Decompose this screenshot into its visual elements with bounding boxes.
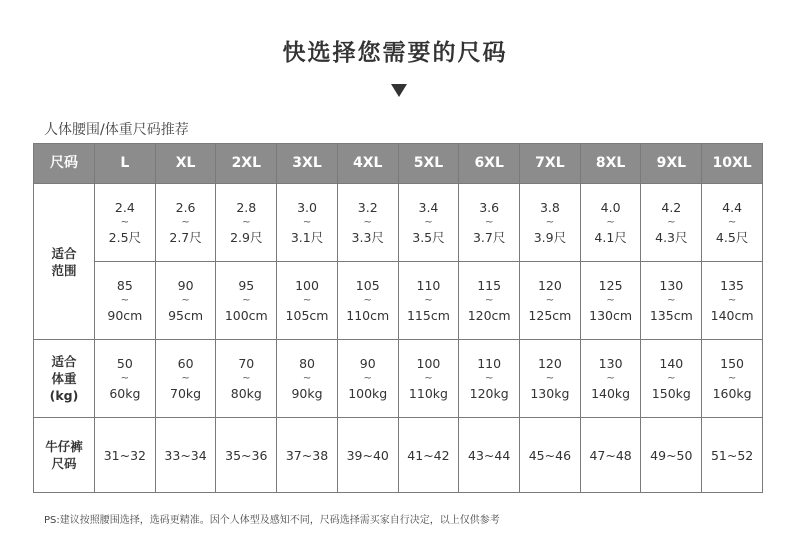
weight-cell-from: 100: [416, 356, 441, 371]
jeans-size-cell: 47~48: [580, 418, 641, 493]
waist-chi-cell: [459, 184, 520, 262]
weight-cell: [95, 340, 156, 418]
tilde-separator: ~: [363, 373, 372, 384]
waist-chi-cell: [520, 184, 581, 262]
weight-cell: [702, 340, 763, 418]
waist-cm-cell-from: 100: [295, 278, 319, 293]
waist-cm-cell-to: 100cm: [224, 308, 268, 323]
waist-cm-cell: [95, 262, 156, 340]
tilde-separator: ~: [363, 295, 372, 306]
waist-chi-cell: [95, 184, 156, 262]
waist-cm-cell: [337, 262, 398, 340]
header-row: [34, 144, 763, 184]
waist-chi-cell-to: 2.5尺: [108, 230, 142, 245]
tilde-separator: ~: [120, 217, 130, 228]
tilde-separator: ~: [181, 217, 190, 228]
waist-chi-cell-to: 3.7尺: [472, 230, 506, 245]
weight-cell-to: 110kg: [408, 386, 448, 401]
tilde-separator: ~: [484, 295, 494, 306]
waist-chi-cell-from: 3.8: [539, 200, 560, 215]
tilde-separator: ~: [727, 217, 737, 228]
jeans-size-cell: 41~42: [398, 418, 459, 493]
jeans-size-cell: 51~52: [702, 418, 763, 493]
jeans-size-cell: 31~32: [95, 418, 156, 493]
waist-cm-cell: [216, 262, 277, 340]
waist-cm-cell-to: 120cm: [467, 308, 511, 323]
weight-cell-to: 120kg: [469, 386, 509, 401]
tilde-separator: ~: [242, 295, 251, 306]
jeans-size-cell: 37~38: [277, 418, 338, 493]
page-title: 快选择您需要的尺码: [282, 40, 508, 66]
waist-chi-cell-from: 2.8: [236, 200, 257, 215]
weight-row: [34, 340, 763, 418]
tilde-separator: ~: [484, 217, 494, 228]
tilde-separator: ~: [242, 373, 251, 384]
waist-chi-cell: [216, 184, 277, 262]
weight-cell: [520, 340, 581, 418]
tilde-separator: ~: [120, 295, 130, 306]
size-header-cell: 9XL: [641, 144, 702, 184]
weight-cell-from: 60: [177, 356, 194, 371]
waist-cm-cell-from: 90: [177, 278, 194, 293]
weight-cell-to: 160kg: [712, 386, 752, 401]
weight-cell-to: 150kg: [651, 386, 691, 401]
waist-cm-cell: [155, 262, 216, 340]
tilde-separator: ~: [242, 217, 251, 228]
waist-chi-cell-from: 3.0: [297, 200, 317, 215]
tilde-separator: ~: [120, 373, 130, 384]
size-header-cell: 3XL: [277, 144, 338, 184]
weight-cell-from: 80: [299, 356, 315, 371]
waist-chi-cell: [155, 184, 216, 262]
tilde-separator: ~: [727, 373, 737, 384]
waist-cm-cell-to: 95cm: [168, 308, 204, 323]
weight-cell-to: 60kg: [109, 386, 141, 401]
weight-cell-to: 90kg: [291, 386, 323, 401]
tilde-separator: ~: [606, 295, 615, 306]
waist-cm-row: [34, 262, 763, 340]
waist-chi-cell-from: 2.4: [114, 200, 135, 215]
waist-chi-cell-from: 3.2: [357, 200, 378, 215]
header-label: 尺码: [34, 144, 95, 184]
weight-cell-to: 70kg: [170, 386, 202, 401]
waist-chi-cell: [337, 184, 398, 262]
table-subtitle: 人体腰围/体重尺码推荐: [44, 122, 189, 138]
waist-cm-cell-from: 110: [416, 278, 441, 293]
waist-cm-cell: [398, 262, 459, 340]
tilde-separator: ~: [545, 373, 555, 384]
tilde-separator: ~: [302, 373, 312, 384]
size-header-cell: 6XL: [459, 144, 520, 184]
jeans-size-cell: 45~46: [520, 418, 581, 493]
tilde-separator: ~: [667, 217, 676, 228]
tilde-separator: ~: [667, 295, 676, 306]
tilde-separator: ~: [545, 295, 555, 306]
waist-cm-cell-from: 115: [477, 278, 502, 293]
tilde-separator: ~: [424, 217, 433, 228]
waist-cm-cell: [580, 262, 641, 340]
jeans-size-cell: 49~50: [641, 418, 702, 493]
tilde-separator: ~: [181, 373, 190, 384]
waist-chi-cell-from: 2.6: [175, 200, 196, 215]
waist-cm-cell-to: 105cm: [285, 308, 329, 323]
size-header-cell: L: [95, 144, 156, 184]
waist-cm-cell-to: 110cm: [346, 308, 390, 323]
waist-chi-cell-to: 2.9尺: [230, 230, 263, 245]
tilde-separator: ~: [667, 373, 676, 384]
size-chart-table: [33, 143, 763, 493]
weight-cell: [277, 340, 338, 418]
weight-cell: [398, 340, 459, 418]
size-header-cell: 5XL: [398, 144, 459, 184]
tilde-separator: ~: [606, 217, 615, 228]
weight-cell-from: 150: [720, 356, 745, 371]
weight-cell-from: 110: [477, 356, 502, 371]
size-header-cell: 4XL: [337, 144, 398, 184]
fit-range-label: 适合 范围: [34, 184, 95, 340]
waist-cm-cell-to: 90cm: [107, 308, 143, 323]
weight-cell-from: 140: [659, 356, 684, 371]
weight-cell-to: 100kg: [348, 386, 388, 401]
jeans-size-cell: 35~36: [216, 418, 277, 493]
waist-chi-cell-to: 3.9尺: [533, 230, 567, 245]
waist-cm-cell: [641, 262, 702, 340]
weight-cell: [155, 340, 216, 418]
waist-cm-cell-from: 105: [355, 278, 380, 293]
waist-cm-cell-from: 135: [720, 278, 745, 293]
waist-chi-cell: [580, 184, 641, 262]
weight-cell-from: 70: [238, 356, 255, 371]
tilde-separator: ~: [181, 295, 190, 306]
jeans-row: [34, 418, 763, 493]
waist-chi-cell-to: 4.5尺: [715, 230, 749, 245]
weight-cell: [580, 340, 641, 418]
waist-chi-cell: [641, 184, 702, 262]
waist-cm-cell: [520, 262, 581, 340]
size-header-cell: 10XL: [702, 144, 763, 184]
jeans-label: 牛仔裤 尺码: [34, 418, 95, 493]
jeans-size-cell: 39~40: [337, 418, 398, 493]
waist-chi-cell: [702, 184, 763, 262]
waist-chi-cell-to: 3.3尺: [351, 230, 384, 245]
waist-cm-cell: [459, 262, 520, 340]
tilde-separator: ~: [545, 217, 555, 228]
tilde-separator: ~: [302, 217, 312, 228]
waist-cm-cell-to: 140cm: [710, 308, 754, 323]
waist-chi-cell-to: 3.1尺: [290, 230, 324, 245]
waist-chi-cell-to: 3.5尺: [412, 230, 445, 245]
tilde-separator: ~: [424, 295, 433, 306]
weight-cell-from: 130: [598, 356, 623, 371]
waist-cm-cell-from: 120: [537, 278, 562, 293]
jeans-size-cell: 43~44: [459, 418, 520, 493]
tilde-separator: ~: [727, 295, 737, 306]
waist-cm-cell-from: 130: [659, 278, 684, 293]
waist-chi-cell-to: 2.7尺: [169, 230, 202, 245]
weight-cell: [216, 340, 277, 418]
weight-cell-to: 130kg: [530, 386, 570, 401]
size-header-cell: 7XL: [520, 144, 581, 184]
waist-cm-cell: [277, 262, 338, 340]
tilde-separator: ~: [484, 373, 494, 384]
size-header-cell: XL: [155, 144, 216, 184]
weight-cell-to: 140kg: [591, 386, 631, 401]
waist-chi-cell-to: 4.1尺: [594, 230, 627, 245]
weight-cell-from: 50: [116, 356, 133, 371]
footnote: PS:建议按照腰围选择，选码更精准。因个人体型及感知不同，尺码选择需买家自行决定，以上仅供参考: [44, 515, 500, 526]
weight-cell-to: 80kg: [230, 386, 262, 401]
waist-chi-cell-from: 4.2: [661, 200, 682, 215]
waist-cm-cell-to: 125cm: [528, 308, 572, 323]
tilde-separator: ~: [363, 217, 372, 228]
waist-cm-cell-to: 135cm: [649, 308, 693, 323]
waist-cm-cell-to: 130cm: [589, 308, 633, 323]
weight-cell: [459, 340, 520, 418]
waist-chi-cell-from: 3.6: [479, 200, 500, 215]
tilde-separator: ~: [424, 373, 433, 384]
tilde-separator: ~: [302, 295, 312, 306]
weight-cell: [337, 340, 398, 418]
tilde-separator: ~: [606, 373, 615, 384]
waist-chi-cell-from: 3.4: [418, 200, 439, 215]
waist-chi-cell-from: 4.0: [600, 200, 621, 215]
waist-cm-cell-to: 115cm: [406, 308, 450, 323]
size-header-cell: 2XL: [216, 144, 277, 184]
waist-cm-cell-from: 85: [116, 278, 133, 293]
size-header-cell: 8XL: [580, 144, 641, 184]
waist-cm-cell-from: 95: [238, 278, 255, 293]
waist-chi-row: [34, 184, 763, 262]
waist-chi-cell-from: 4.4: [722, 200, 743, 215]
waist-cm-cell-from: 125: [598, 278, 623, 293]
jeans-size-cell: 33~34: [155, 418, 216, 493]
down-arrow-icon: [391, 84, 407, 97]
weight-cell: [641, 340, 702, 418]
waist-cm-cell: [702, 262, 763, 340]
weight-cell-from: 90: [359, 356, 376, 371]
weight-cell-from: 120: [537, 356, 562, 371]
waist-chi-cell-to: 4.3尺: [655, 230, 688, 245]
waist-chi-cell: [277, 184, 338, 262]
waist-chi-cell: [398, 184, 459, 262]
weight-label: 适合 体重 (kg): [34, 340, 95, 418]
